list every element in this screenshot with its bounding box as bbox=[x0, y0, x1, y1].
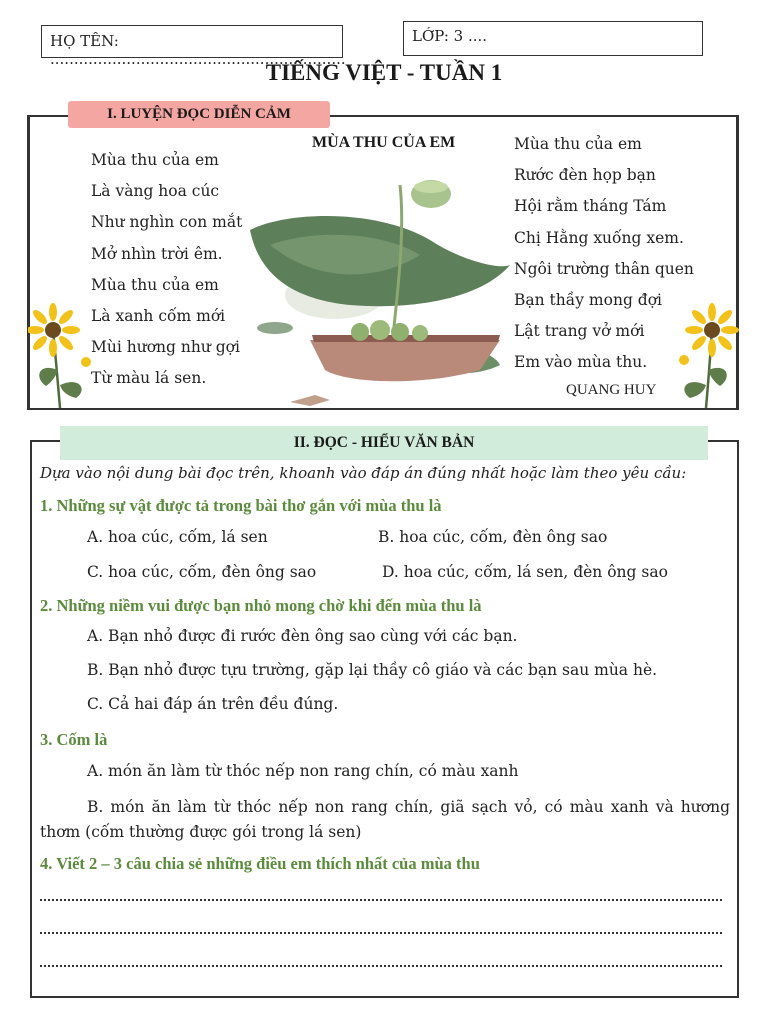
poem-line: Mùa thu của em bbox=[514, 135, 642, 153]
poem-title: MÙA THU CỦA EM bbox=[312, 134, 456, 151]
lotus-boat-illustration bbox=[230, 170, 520, 410]
poem-line: Ngôi trường thân quen bbox=[514, 259, 694, 278]
section2-label: II. ĐỌC - HIỂU VĂN BẢN bbox=[60, 426, 708, 460]
question-1: 1. Những sự vật được tả trong bài thơ gắn với mùa thu là bbox=[40, 496, 442, 515]
q1-option-a[interactable]: A. hoa cúc, cốm, lá sen bbox=[87, 528, 268, 546]
poem-line: Từ màu lá sen. bbox=[91, 369, 207, 388]
answer-line[interactable] bbox=[40, 965, 722, 967]
q2-option-a[interactable]: A. Bạn nhỏ được đi rước đèn ông sao cùng với các bạn. bbox=[87, 627, 518, 645]
question-3: 3. Cốm là bbox=[40, 730, 108, 749]
comprehension-section-frame bbox=[30, 440, 739, 998]
poem-right-stanza bbox=[514, 129, 694, 379]
q3-option-a[interactable]: A. món ăn làm từ thóc nếp non rang chín, có màu xanh bbox=[87, 762, 519, 780]
q1-option-d[interactable]: D. hoa cúc, cốm, lá sen, đèn ông sao bbox=[382, 563, 668, 581]
poem-line: Hội rằm tháng Tám bbox=[514, 197, 667, 216]
poem-line: Là vàng hoa cúc bbox=[91, 182, 220, 201]
answer-line[interactable] bbox=[40, 932, 722, 934]
poem-line: Là xanh cốm mới bbox=[91, 306, 226, 325]
poem-line: Rước đèn họp bạn bbox=[514, 166, 656, 185]
poem-line: Mùa thu của em bbox=[91, 275, 219, 294]
poem-line: Lật trang vở mới bbox=[514, 322, 645, 341]
q3-option-b[interactable]: B. món ăn làm từ thóc nếp non rang chín, giã sạch vỏ, có màu xanh và hương thơm (cốm thường được gói trong lá sen) bbox=[40, 798, 730, 841]
q2-option-c[interactable]: C. Cả hai đáp án trên đều đúng. bbox=[87, 695, 339, 713]
section1-label: I. LUYỆN ĐỌC DIỄN CẢM bbox=[68, 101, 330, 128]
poem-author: QUANG HUY bbox=[566, 382, 657, 398]
class-label: LỚP: 3 .... bbox=[412, 27, 488, 45]
poem-line: Bạn thầy mong đợi bbox=[514, 290, 663, 309]
name-label: HỌ TÊN: .............................................................. bbox=[50, 32, 346, 68]
question-2: 2. Những niềm vui được bạn nhỏ mong chờ khi đến mùa thu là bbox=[40, 596, 482, 615]
instruction-text: Dựa vào nội dung bài đọc trên, khoanh vào đáp án đúng nhất hoặc làm theo yêu cầu: bbox=[40, 464, 687, 482]
poem-line: Mùa thu của em bbox=[91, 151, 219, 169]
class-field[interactable] bbox=[403, 21, 703, 56]
sunflower-left-icon bbox=[28, 300, 98, 410]
q2-option-b[interactable]: B. Bạn nhỏ được tựu trường, gặp lại thầy cô giáo và các bạn sau mùa hè. bbox=[87, 661, 658, 679]
poem-line: Như nghìn con mắt bbox=[91, 213, 243, 232]
poem-line: Em vào mùa thu. bbox=[514, 353, 648, 372]
poem-line: Mùi hương như gợi bbox=[91, 338, 240, 357]
name-field[interactable] bbox=[41, 25, 346, 68]
poem-left-stanza bbox=[91, 145, 242, 395]
poem-line: Chị Hằng xuống xem. bbox=[514, 228, 684, 247]
poem-line: Mở nhìn trời êm. bbox=[91, 244, 223, 263]
question-4: 4. Viết 2 – 3 câu chia sẻ những điều em thích nhất của mùa thu bbox=[40, 854, 480, 873]
answer-line[interactable] bbox=[40, 899, 722, 901]
page-title: TIẾNG VIỆT - TUẦN 1 bbox=[265, 60, 503, 85]
q1-option-b[interactable]: B. hoa cúc, cốm, đèn ông sao bbox=[378, 528, 608, 546]
q1-option-c[interactable]: C. hoa cúc, cốm, đèn ông sao bbox=[87, 563, 317, 581]
